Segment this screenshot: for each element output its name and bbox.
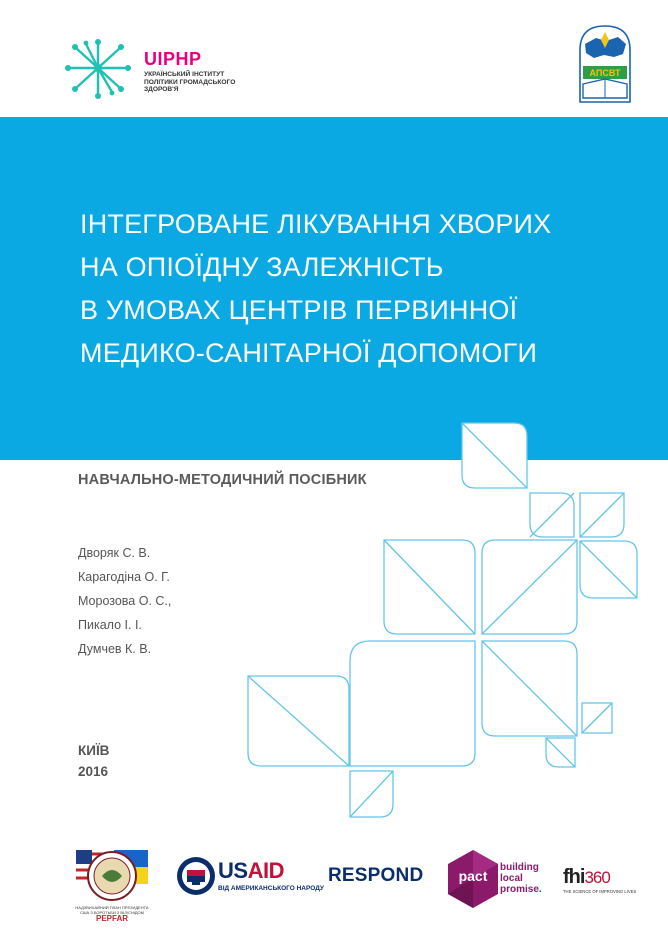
author: Морозова О. С., (78, 594, 172, 608)
usaid-subtitle: ВІД АМЕРИКАНСЬКОГО НАРОДУ (218, 885, 324, 892)
author-list (78, 541, 171, 661)
pepfar-name: PEPFAR (95, 914, 128, 923)
apsvt-emblem-icon (576, 22, 634, 106)
author: Думчев К. В. (78, 642, 152, 656)
pact-tagline-line: promise. (500, 884, 542, 895)
pact-tagline (500, 862, 542, 895)
network-star-icon (62, 38, 134, 100)
author: Пикало І. І. (78, 618, 142, 632)
usaid-prefix: US (218, 858, 248, 883)
usaid-logo-text (218, 860, 284, 882)
pepfar-caption: НАДЗВИЧАЙНИЙ ПЛАН ПРЕЗИДЕНТА США З БОРОТЬБИ З ВІЛ/СНІДОМ (75, 905, 149, 915)
pact-tagline-line: local (500, 873, 523, 884)
apsvt-name: АПСВТ (589, 68, 621, 78)
year: 2016 (78, 764, 109, 779)
uiphp-subtitle: УКРАЇНСЬКИЙ ІНСТИТУТ ПОЛІТИКИ ГРОМАДСЬКОГО ЗДОРОВ'Я (144, 71, 236, 94)
usaid-name: AID (247, 858, 284, 883)
fhi-name: fhi (563, 866, 585, 888)
uiphp-name: UIPHP (144, 49, 202, 69)
pact-name: pact (458, 868, 488, 884)
author: Дворяк С. В. (78, 546, 151, 560)
title-line: НА ОПІОЇДНУ ЗАЛЕЖНІСТЬ (80, 252, 444, 282)
fhi-number: 360 (584, 868, 610, 887)
city: КИЇВ (78, 743, 110, 758)
title-line: ІНТЕГРОВАНЕ ЛІКУВАННЯ ХВОРИХ (80, 209, 552, 239)
respond-logo: RESPOND (328, 865, 424, 886)
usaid-seal-icon (176, 856, 216, 896)
book-subtitle: НАВЧАЛЬНО-МЕТОДИЧНИЙ ПОСІБНИК (78, 472, 367, 488)
pact-tagline-line: building (500, 862, 539, 873)
fhi360-logo (563, 866, 610, 889)
fhi-tagline: THE SCIENCE OF IMPROVING LIVES (563, 889, 637, 894)
title-line: МЕДИКО-САНІТАРНОЇ ДОПОМОГИ (80, 338, 538, 368)
publication-info (78, 740, 109, 782)
uiphp-logo-text (144, 50, 240, 94)
author: Карагодіна О. Г. (78, 570, 170, 584)
title-line: В УМОВАХ ЦЕНТРІВ ПЕРВИННОЇ (80, 295, 518, 325)
book-title (80, 203, 600, 375)
